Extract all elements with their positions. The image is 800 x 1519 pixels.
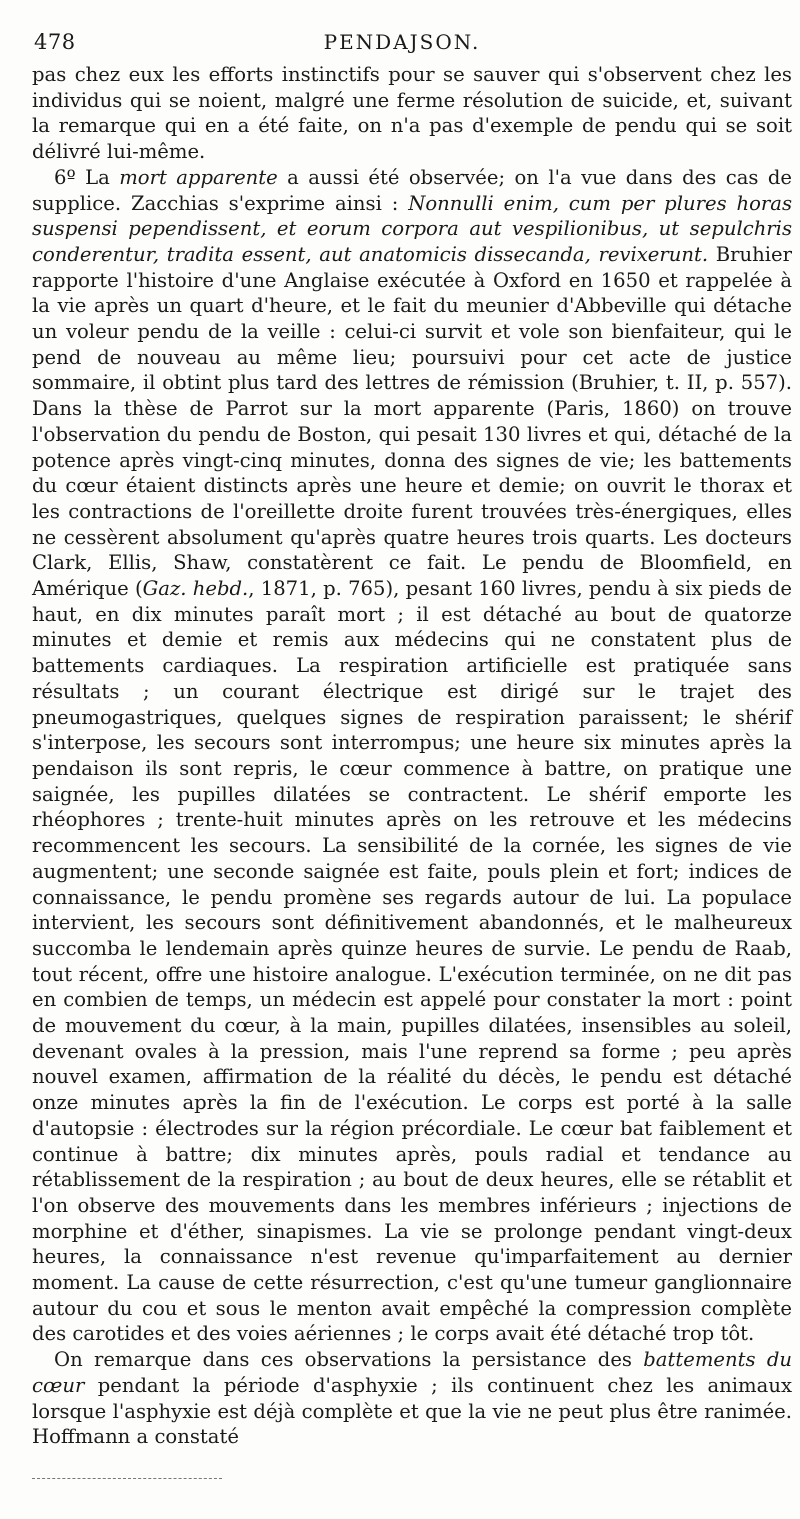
footer-rule [32,1478,222,1479]
italic-text: Gaz. hebd. [142,577,249,601]
italic-text: mort apparente [119,165,278,189]
text-run: Bruhier rapporte l'histoire d'une Anglaise exécutée à Oxford en 1650 et rappelée à la vie après un quart d'heure, et le fait du meunier d'Abbeville qui détache un voleur pendu de la veille : celui-ci survit et vole son bienfaiteur, qui le pend de nouveau au même lieu; poursuivi pour cet acte de justice sommaire, il obtint plus tard des lettres de rémission (Bruhier, t. II, p. 557). Dans la thèse de Parrot sur la mort apparente (Paris, 1860) on trouve l'observation du pendu de Boston, qui pesait 130 livres et qui, détaché de la potence après vingt-cinq minutes, donna des signes de vie; les battements du cœur étaient distincts après une heure et demie; on ouvrit le thorax et les contractions de l'oreillette droite furent trouvées très-énergiques, elles ne cessèrent absolument qu'après quatre heures trois quarts. Les docteurs Clark, Ellis, Shaw, constatèrent ce fait. Le pendu de Bloomfield, en Amérique ( [32,242,792,601]
page-header [34,30,770,60]
text-run: pas chez eux les efforts instinctifs pour se sauver qui s'observent chez les individus qui se noient, malgré une ferme résolution de suicide, et, suivant la remarque qui en a été faite, on n'a pas d'exemple de pendu qui se soit délivré lui-même. [32,63,792,164]
body-text [32,62,792,1450]
page-number: 478 [34,30,76,54]
italic-text: Nonnulli enim, cum per plures horas suspensi pependissent, et eorum corpora aut vespilionibus, ut sepulchris conderentur, tradita essent, aut anatomicis dissecanda, revixerunt. [32,191,793,266]
text-run: pendant la période d'asphyxie ; ils continuent chez les animaux lorsque l'asphyxie est déjà complète et que la vie ne peut plus être ranimée. Hoffmann a constaté [32,1373,792,1449]
text-run: a aussi été observée; on l'a vue dans des cas de supplice. Zacchias s'exprime ainsi : [32,165,792,215]
paragraph-3 [32,1347,792,1450]
text-run: On remarque dans ces observations la persistance des [54,1348,644,1372]
paragraph-1 [32,62,792,165]
text-run: 6º La [54,165,120,189]
running-title: PENDAJSON. [323,30,481,54]
italic-text: battements du cœur [32,1348,792,1397]
text-run: , 1871, p. 765), pesant 160 livres, pendu à six pieds de haut, en dix minutes paraît mort ; il est détaché au bout de quatorze minutes et demie et remis aux médecins qui ne constatent plus de battements cardiaques. La respiration artificielle est pratiquée sans résultats ; un courant électrique est dirigé sur le trajet des pneumogastriques, quelques signes de respiration paraissent; le shérif s'interpose, les secours sont interrompus; une heure six minutes après la pendaison ils sont repris, le cœur commence à battre, on pratique une saignée, les pupilles dilatées se contractent. Le shérif emporte les rhéophores ; trente-huit minutes après on les retrouve et les médecins recommencent les secours. La sensibilité de la cornée, les signes de vie augmentent; une seconde saignée est faite, pouls plein et fort; indices de connaissance, le pendu promène ses regards autour de lui. La populace intervient, les secours sont définitivement abandonnés, et le malheureux succomba le lendemain après quinze heures de survie. Le pendu de Raab, tout récent, offre une histoire analogue. L'exécution terminée, on ne dit pas en combien de temps, un médecin est appelé pour constater la mort : point de mouvement du cœur, à la main, pupilles dilatées, insensibles au soleil, devenant ovales à la pression, mais l'une reprend sa forme ; peu après nouvel examen, affirmation de la réalité du décès, le pendu est détaché onze minutes après la fin de l'exécution. Le corps est porté à la salle d'autopsie : électrodes sur la région précordiale. Le cœur bat faiblement et continue à battre; dix minutes après, pouls radial et tendance au rétablissement de la respiration ; au bout de deux heures, elle se rétablit et l'on observe des mouvements dans les membres inférieurs ; injections de morphine et d'éther, sinapismes. La vie se prolonge pendant vingt-deux heures, la connaissance n'est revenue qu'imparfaitement au dernier moment. La cause de cette résurrection, c'est qu'une tumeur ganglionnaire autour du cou et sous le menton avait empêché la compression complète des carotides et des voies aériennes ; le corps avait été détaché trop tôt. [32,577,792,1346]
paragraph-2 [32,165,792,1347]
